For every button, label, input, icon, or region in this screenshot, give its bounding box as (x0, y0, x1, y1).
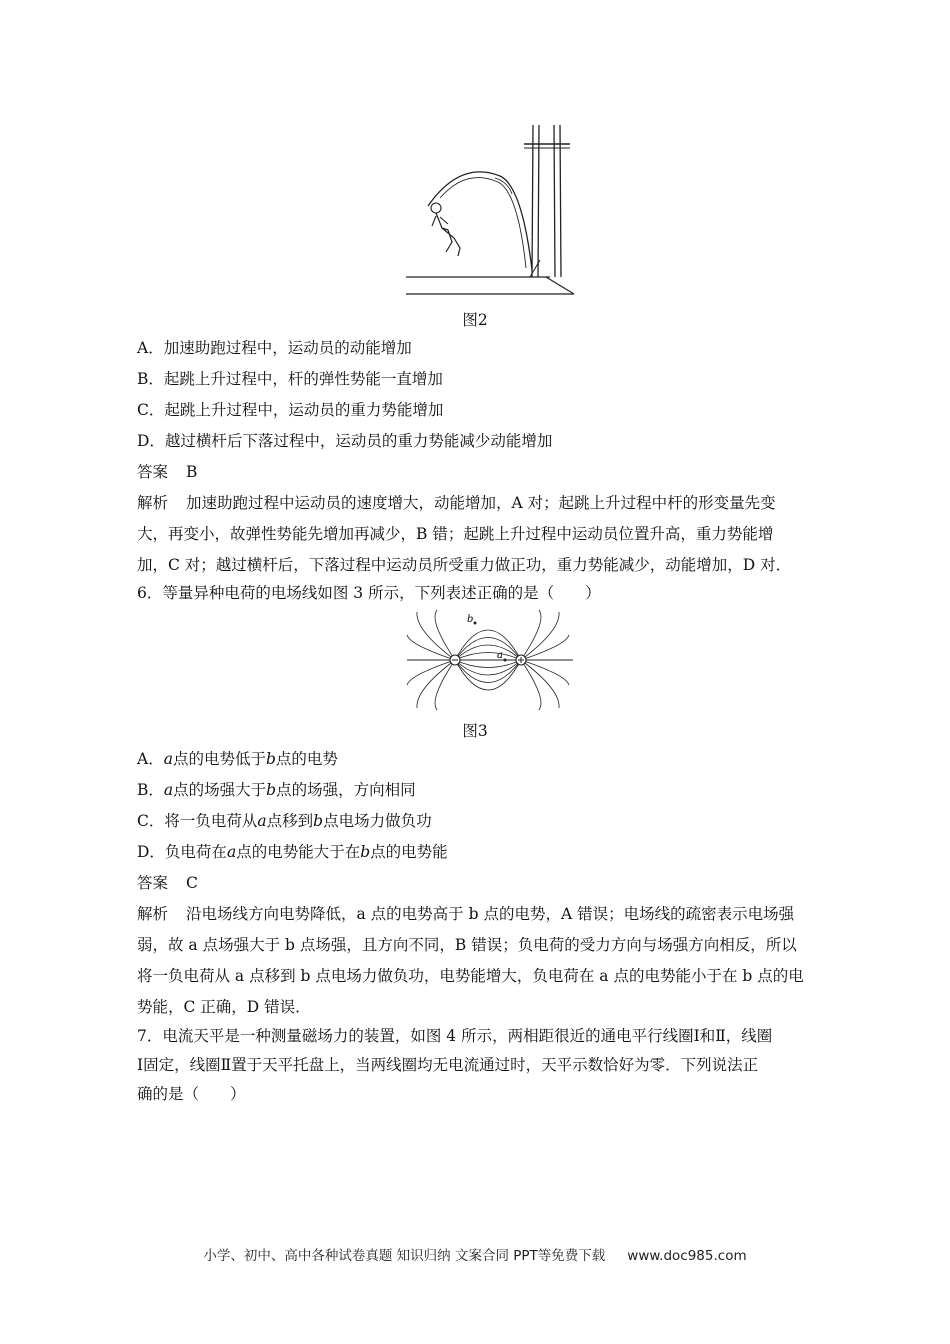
q6-answer-value: C (186, 874, 198, 892)
point-b-label: b (467, 614, 474, 625)
q6-option-a-text2: 点的电势 (275, 750, 338, 768)
point-a-label: a (497, 650, 503, 661)
q6-option-b-prefix: B． (137, 781, 164, 799)
q5-analysis-text-1: 加速助跑过程中运动员的速度增大，动能增加，A 对；起跳上升过程中杆的形变量先变 (186, 494, 776, 512)
q6-option-d-text1: 点的电势能大于在 (236, 843, 361, 861)
q6-option-c (137, 811, 837, 831)
q5-analysis-line-3: 加，C 对；越过横杆后，下落过程中运动员所受重力做正功，重力势能减少，动能增加，D 对． (137, 556, 792, 574)
q6-option-b-text2: 点的场强，方向相同 (276, 781, 416, 799)
q5-option-b: B．起跳上升过程中，杆的弹性势能一直增加 (137, 370, 443, 388)
footer-url[interactable]: www.doc985.com (627, 1248, 747, 1264)
q6-answer (137, 873, 837, 893)
q6-option-b-var2: b (266, 781, 277, 799)
q6-option-c-var2: b (313, 812, 324, 830)
q6-analysis-line-4: 势能，C 正确，D 错误． (137, 998, 311, 1016)
q7-line-2: Ⅰ固定，线圈Ⅱ置于天平托盘上，当两线圈均无电流通过时，天平示数恰好为零．下列说法正 (137, 1056, 759, 1074)
q6-option-b-text1: 点的场强大于 (173, 781, 267, 799)
q5-answer-label: 答案 (137, 463, 169, 481)
pole-vault-figure (400, 120, 580, 300)
electric-field-figure (405, 610, 575, 710)
q5-analysis-label: 解析 (137, 494, 169, 512)
q6-option-a-var2: b (265, 750, 276, 768)
figure-3-caption: 图3 (462, 722, 488, 740)
q7-line-1: 7．电流天平是一种测量磁场力的装置，如图 4 所示，两相距很近的通电平行线圈Ⅰ和Ⅱ，线圈 (137, 1027, 773, 1045)
footer-text: 小学、初中、高中各种试卷真题 知识归纳 文案合同 PPT等免费下载 (203, 1248, 606, 1264)
q6-option-c-text1: 点移到 (266, 812, 314, 830)
q5-answer-value: B (186, 463, 198, 481)
q6-option-d-var1: a (226, 843, 237, 861)
q6-stem: 6．等量异种电荷的电场线如图 3 所示，下列表述正确的是（ ） (137, 584, 601, 602)
q5-option-c: C．起跳上升过程中，运动员的重力势能增加 (137, 401, 444, 419)
q5-answer (137, 462, 837, 482)
q6-option-a-var1: a (163, 750, 173, 768)
q6-option-c-text2: 点电场力做负功 (323, 812, 432, 830)
figure-2-caption: 图2 (462, 311, 488, 329)
q5-analysis-line-1 (137, 493, 837, 513)
q5-option-d: D．越过横杆后下落过程中，运动员的重力势能减少动能增加 (137, 432, 553, 450)
q6-option-a (137, 749, 837, 769)
q5-analysis-line-2: 大，再变小，故弹性势能先增加再减少，B 错；起跳上升过程中运动员位置升高，重力势能增 (137, 525, 774, 543)
q6-analysis-line-3: 将一负电荷从 a 点移到 b 点电场力做负功，电势能增大，负电荷在 a 点的电势能小于在 b 点的电 (137, 967, 804, 985)
q6-option-a-text1: 点的电势低于 (172, 750, 266, 768)
q6-option-d-text2: 点的电势能 (370, 843, 448, 861)
page-footer (0, 1244, 950, 1264)
q6-analysis-text-1: 沿电场线方向电势降低，a 点的电势高于 b 点的电势，A 错误；电场线的疏密表示电场强 (186, 905, 795, 923)
q6-option-b (137, 780, 837, 800)
q6-option-a-prefix: A． (137, 750, 164, 768)
q6-answer-label: 答案 (137, 874, 169, 892)
q5-option-a: A．加速助跑过程中，运动员的动能增加 (137, 339, 412, 357)
q6-analysis-line-1 (137, 904, 837, 924)
q6-analysis-line-2: 弱，故 a 点场强大于 b 点场强，且方向不同，B 错误；负电荷的受力方向与场强方向相反，所以 (137, 936, 797, 954)
q6-option-c-var1: a (257, 812, 267, 830)
q6-analysis-label: 解析 (137, 905, 169, 923)
q6-option-d-var2: b (360, 843, 371, 861)
q6-option-d-prefix: D．负电荷在 (137, 843, 227, 861)
q6-option-b-var1: a (163, 781, 174, 799)
q7-line-3: 确的是（ ） (137, 1085, 246, 1103)
q6-option-d (137, 842, 837, 862)
q6-option-c-prefix: C．将一负电荷从 (137, 812, 258, 830)
